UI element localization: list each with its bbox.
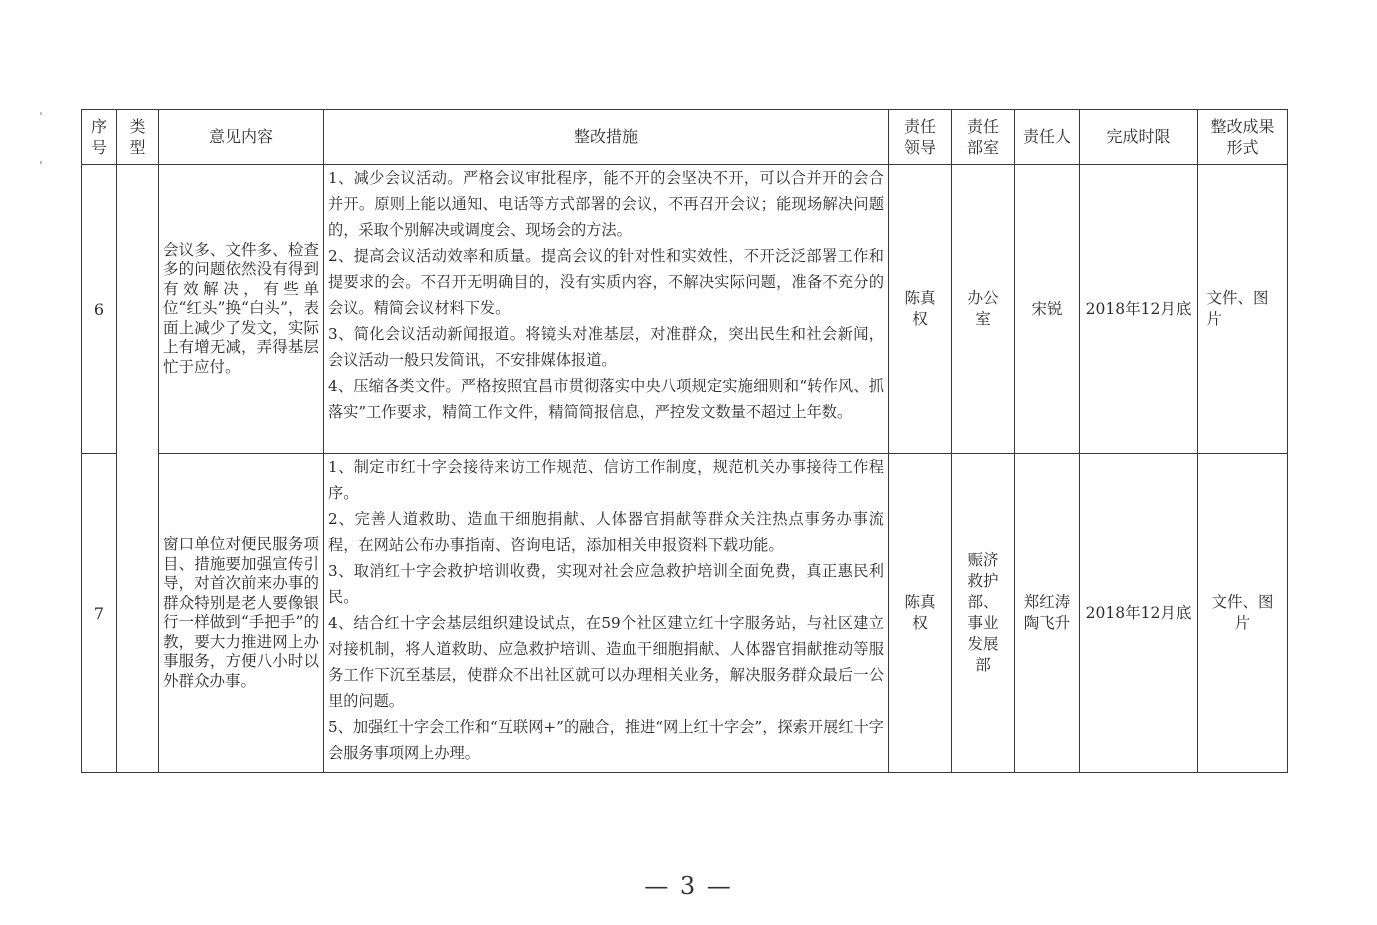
rectification-table	[81, 109, 1288, 773]
row-leader: 陈真权	[889, 165, 952, 454]
table-header-row	[82, 110, 1288, 165]
header-person: 责任人	[1015, 110, 1080, 165]
measure-item: 5、加强红十字会工作和“互联网+”的融合，推进“网上红十字会”，探索开展红十字会服务事项网上办理。	[328, 718, 884, 762]
table-row	[82, 165, 1288, 454]
measure-item: 4、压缩各类文件。严格按照宜昌市贯彻落实中央八项规定实施细则和“转作风、抓落实”工作要求，精简工作文件，精简简报信息，严控发文数量不超过上年数。	[328, 377, 884, 421]
margin-mark-top	[40, 112, 42, 115]
measure-item: 3、取消红十字会救护培训收费，实现对社会应急救护培训全面免费，真正惠民利民。	[328, 562, 884, 606]
row-deadline: 2018年12月底	[1080, 165, 1198, 454]
measure-item: 1、减少会议活动。严格会议审批程序，能不开的会坚决不开，可以合并开的会合并开。原则上能以通知、电话等方式部署的会议，不再召开会议；能现场解决问题的，采取个别解决或调度会、现场会的方法。	[328, 169, 884, 239]
measure-item: 3、简化会议活动新闻报道。将镜头对准基层，对准群众，突出民生和社会新闻，会议活动一般只发简讯，不安排媒体报道。	[328, 325, 884, 369]
row-form: 文件、图片	[1198, 165, 1288, 454]
header-deadline: 完成时限	[1080, 110, 1198, 165]
row-form: 文件、图片	[1198, 454, 1288, 773]
measure-item: 4、结合红十字会基层组织建设试点，在59个社区建立红十字服务站，与社区建立对接机制，将人道救助、应急救护培训、造血干细胞捐献、人体器官捐献推动等服务工作下沉至基层，使群众不出社区就可以办理相关业务，解决服务群众最后一公里的问题。	[328, 614, 884, 710]
margin-mark-bottom	[40, 161, 42, 164]
header-form: 整改成果形式	[1198, 110, 1288, 165]
measure-item: 2、完善人道救助、造血干细胞捐献、人体器官捐献等群众关注热点事务办事流程，在网站公布办事指南、咨询电话，添加相关申报资料下载功能。	[328, 510, 884, 554]
row-opinion: 会议多、文件多、检查多的问题依然没有得到有效解决，有些单位“红头”换“白头”，表面上减少了发文，实际上有增无减，弄得基层忙于应付。	[159, 165, 324, 454]
row-department: 办公室	[952, 165, 1015, 454]
page-number: — 3 —	[644, 872, 733, 900]
measure-item: 2、提高会议活动效率和质量。提高会议的针对性和实效性，不开泛泛部署工作和提要求的会。不召开无明确目的，没有实质内容，不解决实际问题，准备不充分的会议。精简会议材料下发。	[328, 247, 884, 317]
row-index: 7	[82, 454, 117, 773]
table-row	[82, 454, 1288, 773]
row-leader: 陈真权	[889, 454, 952, 773]
header-measures: 整改措施	[324, 110, 889, 165]
header-leader: 责任领导	[889, 110, 952, 165]
row-deadline: 2018年12月底	[1080, 454, 1198, 773]
row-opinion: 窗口单位对便民服务项目、措施要加强宣传引导，对首次前来办事的群众特别是老人要像银行一样做到“手把手”的教，要大力推进网上办事服务，方便八小时以外群众办事。	[159, 454, 324, 773]
row-type	[117, 165, 159, 773]
row-measures	[324, 454, 889, 773]
header-type: 类型	[117, 110, 159, 165]
header-index: 序号	[82, 110, 117, 165]
row-person: 郑红涛陶飞升	[1015, 454, 1080, 773]
header-opinion: 意见内容	[159, 110, 324, 165]
row-department: 赈济救护部、事业发展部	[952, 454, 1015, 773]
measure-item: 1、制定市红十字会接待来访工作规范、信访工作制度，规范机关办事接待工作程序。	[328, 458, 884, 502]
row-measures	[324, 165, 889, 454]
row-person: 宋锐	[1015, 165, 1080, 454]
header-department: 责任部室	[952, 110, 1015, 165]
row-index: 6	[82, 165, 117, 454]
